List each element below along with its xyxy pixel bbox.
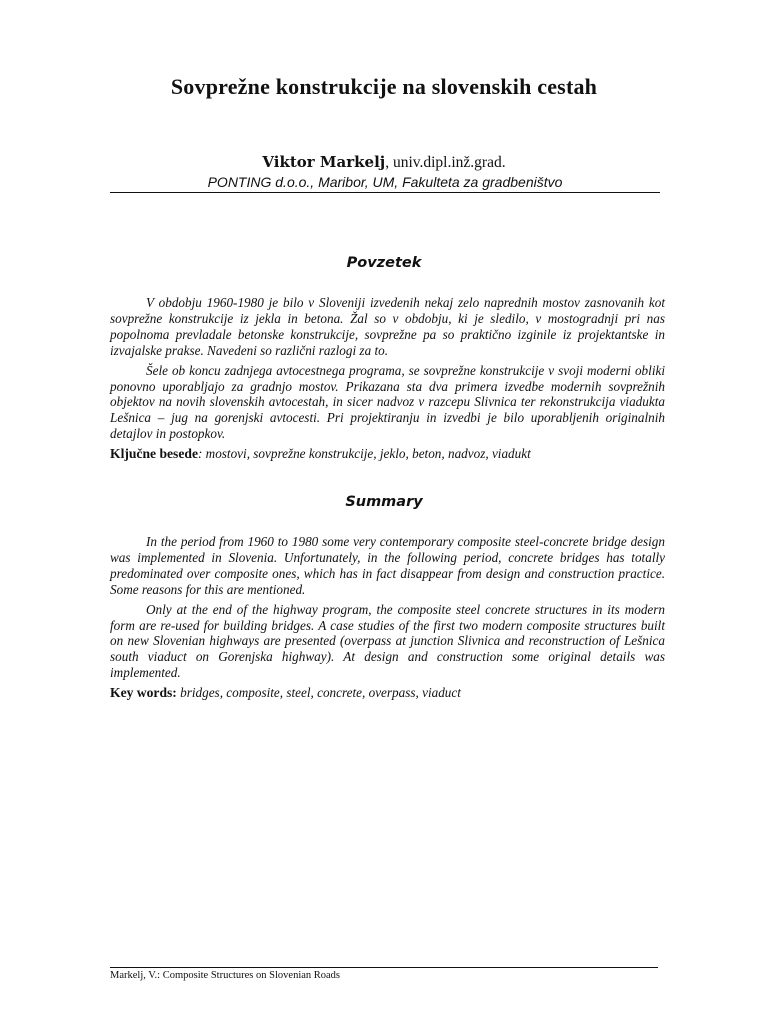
povzetek-paragraph-2: Šele ob koncu zadnjega avtocestnega programa, se sovprežne konstrukcije v svoji moderni obliki ponovno uporabljajo za gradnjo mostov. Prikazana sta dva primera izvedbe modernih sovprežnih objektov na novih slovenskih avtocestah, in sicer nadvoz v razcepu Slivnica ter rekonstrukcija viadukta Lešnica – jug na gorenjski avtocesti. Pri projektiranju in izvedbi je bilo uporabljenih originalnih detajlov in postopkov. (110, 362, 665, 442)
author-name: Viktor Markelj (262, 153, 386, 171)
summary-keywords (110, 685, 665, 701)
summary-paragraph-2: Only at the end of the highway program, the composite steel concrete structures in its modern form are re-used for building bridges. A case studies of the first two modern composite structures built on new Slovenian highways are presented (overpass at junction Slivnica and reconstruction of Lešnica south viaduct on Gorenjska highway). At design and construction some original details was implemented. (110, 601, 665, 681)
povzetek-keywords-label: Ključne besede (110, 446, 198, 462)
summary-keywords-label: Key words: (110, 685, 177, 701)
summary-paragraph-1: In the period from 1960 to 1980 some very contemporary composite steel-concrete bridge design was implemented in Slovenia. Unfortunately, in the following period, concrete bridges has totally predominated over composite ones, which has in fact disappear from design and construction practice. Some reasons for this are mentioned. (110, 534, 665, 597)
povzetek-keywords (110, 446, 665, 462)
author-affiliation: PONTING d.o.o., Maribor, UM, Fakulteta za gradbeništvo (110, 174, 660, 193)
povzetek-keywords-text: : mostovi, sovprežne konstrukcije, jeklo, beton, nadvoz, viadukt (197, 446, 531, 462)
footer-rule (110, 967, 658, 968)
summary-heading: Summary (345, 494, 423, 510)
page-footer: Markelj, V.: Composite Structures on Slovenian Roads (110, 970, 341, 981)
summary-keywords-text: bridges, composite, steel, concrete, overpass, viaduct (176, 685, 461, 701)
paper-title: Sovprežne konstrukcije na slovenskih cestah (170, 74, 598, 99)
summary-abstract (110, 534, 665, 705)
povzetek-paragraph-1: V obdobju 1960-1980 je bilo v Sloveniji izvedenih nekaj zelo naprednih mostov zasnovanih kot sovprežne konstrukcije iz jekla in betona. Žal so v obdobju, ki je sledilo, v mostogradnji pri nas popolnoma prevladale betonske konstrukcije, sovprežne pa so praktično izginile iz projektantske in izvajalske prakse. Navedeni so različni razlogi za to. (110, 295, 665, 358)
author-credentials: , univ.dipl.inž.grad. (385, 154, 506, 171)
author-line (0, 153, 768, 172)
povzetek-heading: Povzetek (346, 255, 422, 271)
povzetek-abstract (110, 295, 665, 466)
